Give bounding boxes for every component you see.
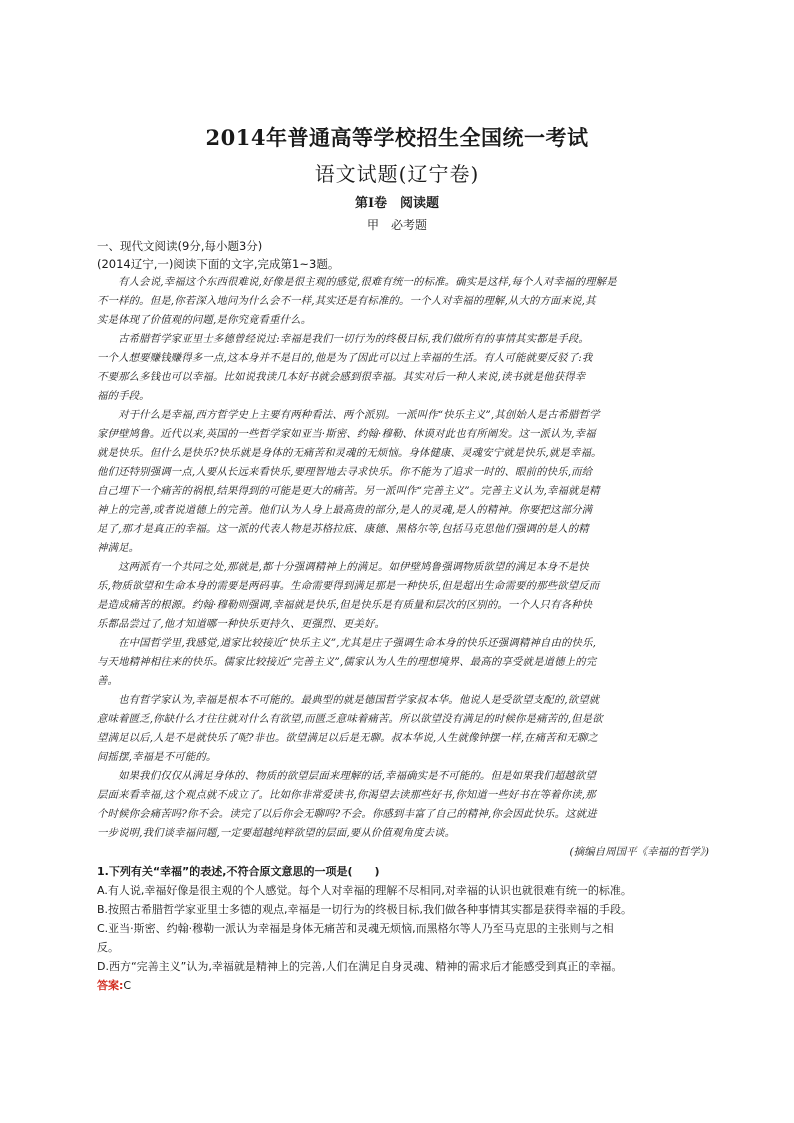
passage-line: 这两派有一个共同之处,那就是,都十分强调精神上的满足。如伊壁鸠鲁强调物质欲望的满足本身不是快 xyxy=(97,561,589,573)
passage-line: 与天地精神相往来的快乐。儒家比较接近“完善主义”,儒家认为人生的理想境界、最高的享受就是道德上的完 xyxy=(97,656,597,668)
passage-line: 乐都品尝过了,他才知道哪一种快乐更持久、更强烈、更美好。 xyxy=(97,618,386,630)
passage-line: 实是体现了价值观的问题,是你究竟看重什么。 xyxy=(97,314,312,326)
passage-line: 间摇摆,幸福是不可能的。 xyxy=(97,751,217,763)
passage-line: 意味着匮乏,你缺什么才往往就对什么有欲望,而匮乏意味着痛苦。所以欲望没有满足的时候你是痛苦的,但是欲 xyxy=(97,713,603,725)
question-stem: 1.下列有关“幸福”的表述,不符合原文意思的一项是( ) xyxy=(97,865,380,878)
option-c: C.亚当·斯密、约翰·穆勒一派认为幸福是身体无痛苦和灵魂无烦恼,而黑格尔等人乃至马克思的主张则与之相 xyxy=(97,922,614,935)
passage-line: 自己埋下一个痛苦的祸根,结果得到的可能是更大的痛苦。另一派叫作“完善主义”。完善主义认为,幸福就是精 xyxy=(97,485,600,497)
passage-line: 善。 xyxy=(97,675,119,687)
passage-line: 一个人想要赚钱赚得多一点,这本身并不是目的,他是为了因此可以过上幸福的生活。有人可能就要反驳了:我 xyxy=(97,352,593,364)
passage-line: 对于什么是幸福,西方哲学史上主要有两种看法、两个派别。一派叫作“快乐主义”,其创始人是古希腊哲学 xyxy=(97,409,600,421)
passage-line: 乐,物质欲望和生命本身的需要是两码事。生命需要得到满足那是一种快乐,但是超出生命需要的那些欲望反而 xyxy=(97,580,600,592)
passage-line: 个时候你会痛苦吗?你不会。读完了以后你会无聊吗?不会。你感到丰富了自己的精神,你会因此快乐。这就进 xyxy=(97,808,597,820)
passage-line: 层面来看幸福,这个观点就不成立了。比如你非常爱读书,你渴望去读那些好书,你知道一些好书在等着你读,那 xyxy=(97,789,596,801)
option-b: B.按照古希腊哲学家亚里士多德的观点,幸福是一切行为的终极目标,我们做各种事情其实都是获得幸福的手段。 xyxy=(97,903,633,916)
passage-line: 不要那么多钱也可以幸福。比如说我读几本好书就会感到很幸福。其实对后一种人来说,读书就是他获得幸 xyxy=(97,371,586,383)
passage-line: 望满足以后,人是不是就快乐了呢?非也。欲望满足以后是无聊。叔本华说,人生就像钟摆一样,在痛苦和无聊之 xyxy=(97,732,598,744)
part-heading: 甲 必考题 xyxy=(366,218,427,232)
option-d: D.西方“完善主义”认为,幸福就是精神上的完善,人们在满足自身灵魂、精神的需求后才能感受到真正的幸福。 xyxy=(97,960,623,973)
passage-line: 神上的完善,或者说道德上的完善。他们认为人身上最高贵的部分,是人的灵魂,是人的精神。你要把这部分满 xyxy=(97,504,593,516)
reading-instruction: (2014辽宁,一)阅读下面的文字,完成第1~3题。 xyxy=(97,257,340,271)
passage-line: 一步说明,我们谈幸福问题,一定要超越纯粹欲望的层面,要从价值观角度去谈。 xyxy=(97,827,456,839)
option-c-continued: 反。 xyxy=(97,941,119,954)
passage-source: (摘编自周国平《幸福的哲学》) xyxy=(569,846,709,858)
passage-line: 就是快乐。但什么是快乐?快乐就是身体的无痛苦和灵魂的无烦恼。身体健康、灵魂安宁就是快乐,就是幸福。 xyxy=(97,447,602,459)
passage-line: 是造成痛苦的根源。约翰·穆勒则强调,幸福就是快乐,但是快乐是有质量和层次的区别的。一个人只有各种快 xyxy=(97,599,593,611)
exam-subtitle: 语文试题(辽宁卷) xyxy=(314,162,480,186)
passage-line: 福的手段。 xyxy=(97,390,150,402)
option-a: A.有人说,幸福好像是很主观的个人感觉。每个人对幸福的理解不尽相同,对幸福的认识也就很难有统一的标准。 xyxy=(97,884,632,897)
passage-line: 足了,那才是真正的幸福。这一派的代表人物是苏格拉底、康德、黑格尔等,包括马克思他们强调的是人的精 xyxy=(97,523,589,535)
answer-value: C xyxy=(123,979,132,992)
section-heading: 一、现代文阅读(9分,每小题3分) xyxy=(97,239,263,253)
answer-line xyxy=(97,977,709,994)
volume-heading: 第Ⅰ卷 阅读题 xyxy=(354,196,440,211)
passage-line: 在中国哲学里,我感觉,道家比较接近“快乐主义”,尤其是庄子强调生命本身的快乐还强调精神自由的快乐, xyxy=(97,637,597,649)
answer-label: 答案: xyxy=(97,979,124,992)
passage-line: 也有哲学家认为,幸福是根本不可能的。最典型的就是德国哲学家叔本华。他说人是受欲望支配的,欲望就 xyxy=(97,694,600,706)
passage-line: 古希腊哲学家亚里士多德曾经说过:幸福是我们一切行为的终极目标,我们做所有的事情其实都是手段。 xyxy=(97,333,589,345)
passage-line: 家伊壁鸠鲁。近代以来,英国的一些哲学家如亚当·斯密、约翰·穆勒、休谟对此也有所阐发。这一派认为,幸福 xyxy=(97,428,596,440)
passage-line: 如果我们仅仅从满足身体的、物质的欲望层面来理解的话,幸福确实是不可能的。但是如果我们超越欲望 xyxy=(97,770,596,782)
passage-line: 有人会说,幸福这个东西很难说,好像是很主观的感觉,很难有统一的标准。确实是这样,每个人对幸福的理解是 xyxy=(97,276,617,288)
passage-line: 不一样的。但是,你若深入地问为什么会不一样,其实还是有标准的。一个人对幸福的理解,从大的方面来说,其 xyxy=(97,295,596,307)
exam-title: 2014年普通高等学校招生全国统一考试 xyxy=(205,125,589,150)
passage-line: 神满足。 xyxy=(97,542,140,554)
passage-line: 他们还特别强调一点,人要从长远来看快乐,要理智地去寻求快乐。你不能为了追求一时的、眼前的快乐,而给 xyxy=(97,466,593,478)
